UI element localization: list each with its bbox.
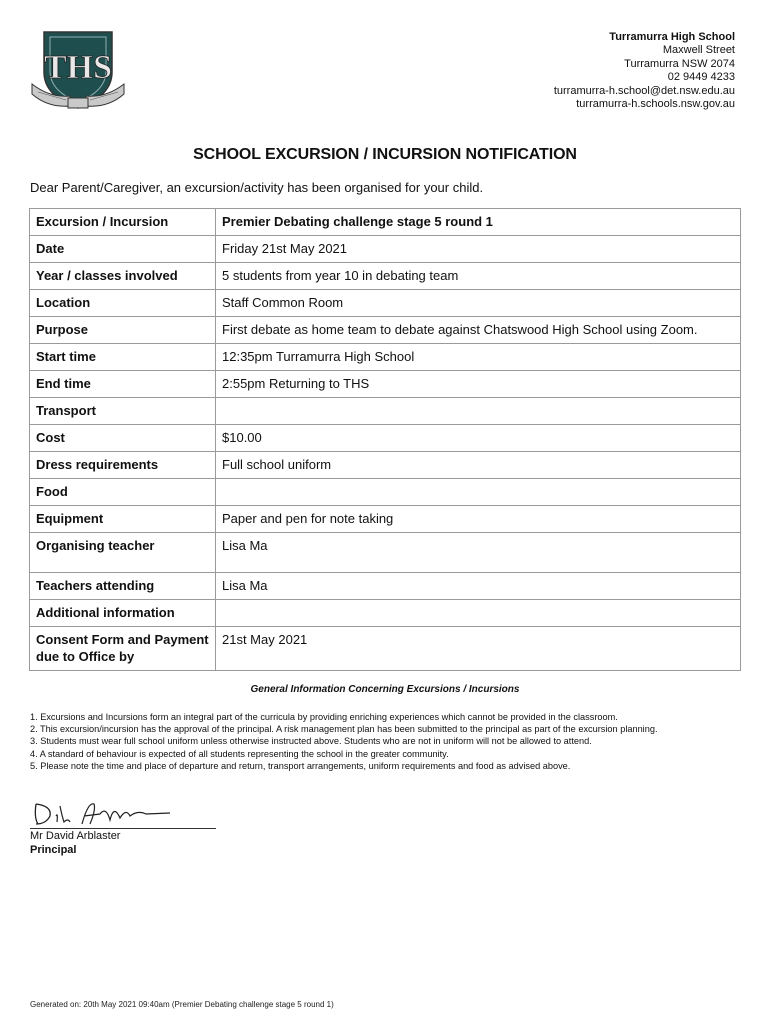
signature-line <box>30 828 216 829</box>
list-item: 5. Please note the time and place of departure and return, transport arrangements, uniform requirements and food as advised above. <box>30 760 571 771</box>
table-row <box>30 236 741 263</box>
row-label: Additional information <box>30 600 216 627</box>
general-info-heading: General Information Concerning Excursions / Incursions <box>250 684 520 695</box>
row-value: 21st May 2021 <box>216 627 741 671</box>
signer-block <box>30 830 120 857</box>
table-row <box>30 506 741 533</box>
row-value: 12:35pm Turramurra High School <box>216 344 741 371</box>
school-suburb: Turramurra NSW 2074 <box>624 57 735 70</box>
row-label: Dress requirements <box>30 452 216 479</box>
row-label: Equipment <box>30 506 216 533</box>
table-row <box>30 344 741 371</box>
row-value: Lisa Ma <box>216 533 741 573</box>
intro-text: Dear Parent/Caregiver, an excursion/activity has been organised for your child. <box>30 180 484 195</box>
logo-initials: THS <box>43 49 113 86</box>
row-label: Year / classes involved <box>30 263 216 290</box>
table-row <box>30 573 741 600</box>
row-value: First debate as home team to debate against Chatswood High School using Zoom. <box>216 317 741 344</box>
row-value: 5 students from year 10 in debating team <box>216 263 741 290</box>
document-title: SCHOOL EXCURSION / INCURSION NOTIFICATION <box>193 146 577 163</box>
row-value <box>216 398 741 425</box>
school-website: turramurra-h.schools.nsw.gov.au <box>576 98 735 111</box>
row-label: Start time <box>30 344 216 371</box>
excursion-details-table <box>29 208 741 671</box>
row-label: Consent Form and Payment due to Office by <box>30 627 216 671</box>
table-row <box>30 533 741 573</box>
table-row <box>30 263 741 290</box>
list-item: 1. Excursions and Incursions form an integral part of the curricula by providing enriching experiences which cannot be provided in the classroom. <box>30 712 618 722</box>
row-value <box>216 600 741 627</box>
table-row <box>30 209 741 236</box>
table-row <box>30 452 741 479</box>
row-label: Organising teacher <box>30 533 216 573</box>
row-value: Premier Debating challenge stage 5 round 1 <box>216 209 741 236</box>
row-value: Full school uniform <box>216 452 741 479</box>
table-row <box>30 425 741 452</box>
table-row <box>30 600 741 627</box>
school-name: Turramurra High School <box>609 31 735 43</box>
principal-signature <box>30 798 180 830</box>
school-crest-logo <box>30 26 126 114</box>
generated-footer: Generated on: 20th May 2021 09:40am (Premier Debating challenge stage 5 round 1) <box>30 1000 334 1009</box>
signer-role: Principal <box>30 843 77 856</box>
row-value: $10.00 <box>216 425 741 452</box>
row-label: End time <box>30 371 216 398</box>
row-label: Transport <box>30 398 216 425</box>
row-value: Paper and pen for note taking <box>216 506 741 533</box>
row-value: Lisa Ma <box>216 573 741 600</box>
table-row <box>30 290 741 317</box>
row-label: Location <box>30 290 216 317</box>
row-label: Purpose <box>30 317 216 344</box>
school-contact-block <box>554 31 735 111</box>
row-label: Excursion / Incursion <box>30 209 216 236</box>
row-value <box>216 479 741 506</box>
row-value: 2:55pm Returning to THS <box>216 371 741 398</box>
table-row <box>30 317 741 344</box>
signer-name: Mr David Arblaster <box>30 830 121 842</box>
row-label: Teachers attending <box>30 573 216 600</box>
table-row <box>30 627 741 671</box>
school-street: Maxwell Street <box>662 44 735 57</box>
table-row <box>30 371 741 398</box>
list-item: 3. Students must wear full school uniform unless otherwise instructed above. Students who are not in uniform will not be allowed to attend. <box>30 736 592 747</box>
general-info-list <box>30 711 735 772</box>
row-value: Friday 21st May 2021 <box>216 236 741 263</box>
row-label: Date <box>30 236 216 263</box>
row-label: Cost <box>30 425 216 452</box>
table-row <box>30 398 741 425</box>
school-email: turramurra-h.school@det.nsw.edu.au <box>553 84 735 97</box>
list-item: 2. This excursion/incursion has the approval of the principal. A risk management plan has been submitted to the principal as part of the excursion planning. <box>30 724 658 735</box>
list-item: 4. A standard of behaviour is expected of all students representing the school in the greater community. <box>30 748 449 759</box>
table-row <box>30 479 741 506</box>
school-phone: 02 9449 4233 <box>667 71 735 84</box>
row-value: Staff Common Room <box>216 290 741 317</box>
row-label: Food <box>30 479 216 506</box>
